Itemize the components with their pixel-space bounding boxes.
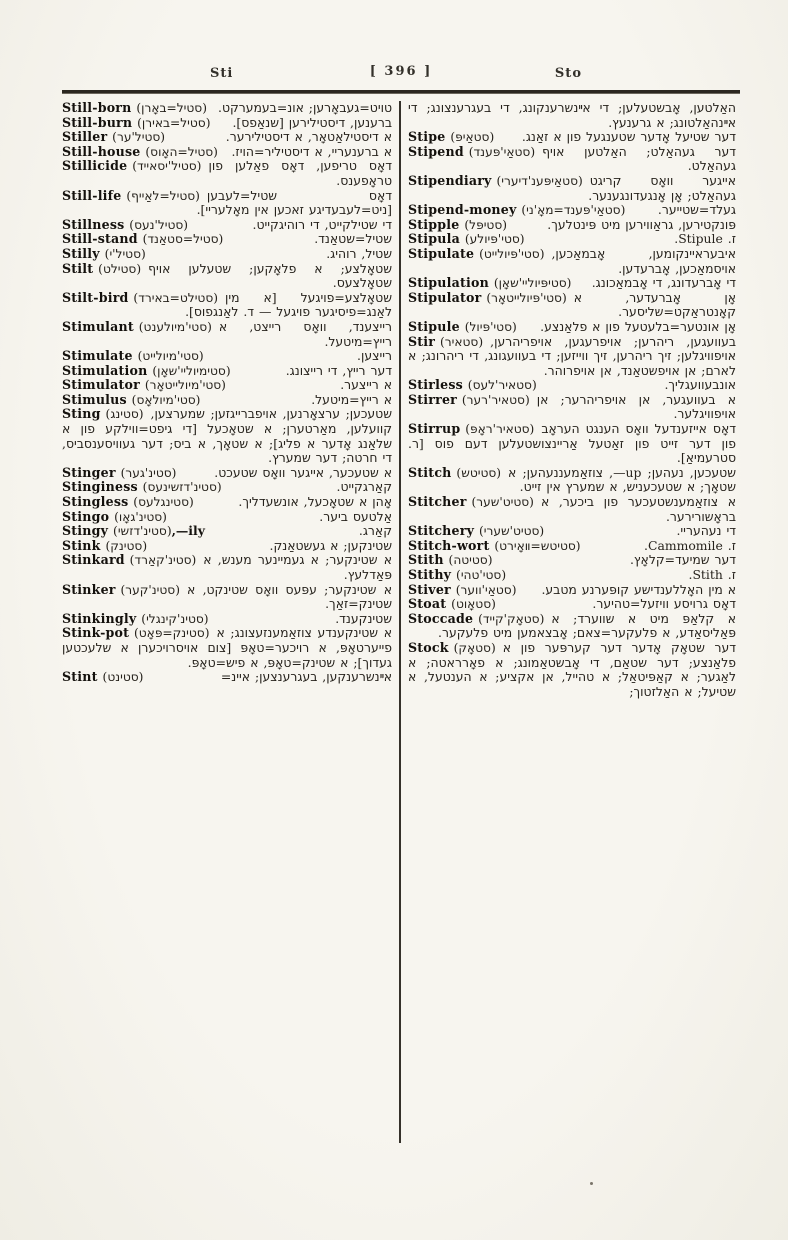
entry-definition: דער געהאַלט; האַלטען אויף געהאַלט.: [542, 143, 736, 174]
dictionary-entry: [408, 466, 736, 495]
headword-text: Stipulation: [408, 275, 489, 291]
entry-definition: א שטינקער; עפּעס וואָס שטינקט, א שטינק=זאַך.: [186, 581, 392, 612]
entry-headword: [62, 218, 188, 233]
entry-definition: ז. Cammomile.: [644, 537, 736, 553]
headword-text: Stink: [62, 537, 101, 553]
headword-text: Stoccade: [408, 610, 474, 626]
entry-definition: קאַרגקייט.: [336, 479, 392, 495]
dictionary-entry: [62, 539, 392, 554]
headword-pronunciation: (סטאַיפּ): [445, 130, 495, 145]
dictionary-entry: [62, 291, 392, 320]
entry-definition: פּונקטירען, גראַווירען מיט פּינטלעך.: [547, 216, 736, 232]
headword-text: Sting: [62, 406, 101, 422]
entry-definition: אײנשרענקען, בעגרענצען; איינ=: [220, 669, 392, 685]
headword-text: Stiver: [408, 581, 451, 597]
dictionary-entry: [62, 320, 392, 349]
entry-definition: ברענען, דיסטילירען [שנאַפס].: [232, 114, 392, 130]
headword-pronunciation: (סטי'פּיול): [459, 319, 517, 334]
dictionary-entry: [62, 393, 392, 408]
headword-text: Stimulation: [62, 362, 148, 378]
two-column-layout: [62, 95, 740, 1143]
dictionary-entry: [62, 364, 392, 379]
headword-pronunciation: (סטינק): [100, 538, 148, 553]
dictionary-entry: [62, 524, 392, 539]
headword-text: Stinkingly: [62, 610, 137, 626]
headword-text: Stipulate: [408, 245, 475, 261]
entry-definition: שטאָלצע; א פלאָקען; שטעלען אויף שטאָלצעס.: [148, 260, 392, 291]
dictionary-entry: [408, 320, 736, 335]
headword-pronunciation: (סטאיר'ראָפּ): [460, 422, 535, 437]
entry-headword: [408, 539, 581, 554]
entry-definition: ז. Stipule.: [674, 231, 736, 247]
entry-headword: [62, 553, 196, 568]
headword-text: Still-born: [62, 100, 132, 115]
entry-definition: דאָס שטיל=לעבען [ניט=לעבעדיגע זאכען אין מאָלעריי].: [196, 187, 392, 218]
entry-definition: א דיסטילאַטאָר, א דיסטילירער.: [225, 129, 392, 145]
headword-text: Stitchery: [408, 523, 475, 539]
entry-headword: [62, 145, 218, 160]
entry-headword: [408, 495, 534, 510]
entry-headword: [62, 247, 146, 262]
headword-text: Stithy: [408, 567, 452, 582]
headword-text: Stingless: [62, 494, 129, 510]
dictionary-entry: [408, 393, 736, 422]
entry-definition: א ברענעריי, א דיסטיליר=הויז.: [231, 143, 392, 159]
entry-headword: [408, 335, 483, 350]
headword-text: Stinker: [62, 581, 116, 597]
entry-headword: [408, 641, 496, 656]
entry-definition: די אָברעדונג, די אָבמאַכונג.: [591, 275, 736, 291]
headword-suffix: ,—ily: [171, 523, 205, 539]
entry-headword: [62, 116, 210, 131]
entry-headword: [62, 262, 141, 277]
headword-pronunciation: (סטיל=סטאַנד): [137, 232, 224, 247]
headword-text: Stitcher: [408, 494, 467, 510]
entry-headword: [408, 466, 501, 481]
entry-headword: [62, 349, 204, 364]
entry-definition: טויט=געבאָרען; אונ=בעמערקט.: [218, 100, 392, 115]
entry-headword: [62, 539, 147, 554]
dictionary-entry: [408, 612, 736, 641]
entry-headword: [408, 583, 516, 598]
entry-definition: א קלאַפּ מיט א שווערד; א פּאַליסאַדע, א פלעקער=צאם; אָבצאמען מיט פלעקער.: [438, 610, 736, 641]
headword-pronunciation: (סטאַי'פּענד): [463, 144, 536, 159]
entry-definition: די נעהעריי.: [676, 523, 736, 539]
headword-text: Stimulate: [62, 348, 133, 364]
entry-definition: שטעכען; ערצאָרנען, אויפברייגזען; שמערצען, קוועלען, מאַרטערן; א שטאָכעל [די גיפט=ווילקע פון א שלאַנג אָדער א פליג]; א שטאָך, א ביס; דער געוויסענסביס, די חרטה; דער שמערץ.: [62, 406, 392, 466]
page-number: [ 396 ]: [369, 64, 433, 79]
entry-definition: א מין האָללענדישע קופּערנע מטבע.: [541, 581, 736, 597]
headword-pronunciation: (סטאַיפּענ'דיערי): [491, 173, 583, 188]
headword-text: Stimulus: [62, 391, 127, 407]
headword-pronunciation: (סטיל'יסאייד): [127, 159, 202, 174]
headword-text: Stipe: [408, 129, 446, 145]
headword-text: Stirrer: [408, 391, 458, 407]
headword-pronunciation: (סטינ'דזשי): [108, 524, 172, 539]
entry-definition: די שטילקייט, די רוהיגקייט.: [252, 216, 392, 232]
headword-pronunciation: (סטיל'י): [99, 246, 146, 261]
headword-pronunciation: (סטי'מיולייט): [132, 349, 204, 364]
headword-text: Stoat: [408, 596, 447, 612]
headword-text: Stilt: [62, 260, 94, 276]
entry-headword: [62, 583, 180, 598]
entry-definition: שטאָלצע=פויגעל [א מין לאַנג=פיסיגער פויגעל — ד. לאַנגפוס].: [185, 289, 392, 320]
dictionary-entry: [408, 422, 736, 466]
entry-headword: [62, 626, 209, 641]
entry-definition: א רייצער.: [340, 377, 392, 393]
entry-headword: [408, 247, 544, 262]
headword-pronunciation: (סטאָוט): [446, 597, 496, 612]
dictionary-entry: [62, 612, 392, 627]
entry-headword: [62, 101, 207, 116]
entry-headword: [62, 612, 209, 627]
header-rule: [62, 90, 740, 94]
headword-pronunciation: (סטיט'שערי): [474, 524, 545, 539]
entry-headword: [408, 422, 534, 437]
dictionary-entry: [62, 553, 392, 582]
entry-definition: אָן אונטער=בלעטעל פון א פלאַנצע.: [540, 318, 736, 334]
headword-pronunciation: (סטינק=פּאָט): [129, 626, 210, 641]
left-column: [62, 101, 392, 1143]
headword-text: Stith: [408, 552, 444, 568]
entry-headword: [408, 145, 535, 160]
entry-definition: א שטינקער; א געמיינער מענש, א פּאַדלעץ.: [203, 552, 392, 582]
headword-text: Stingo: [62, 508, 110, 524]
headword-text: Stipule: [408, 318, 460, 334]
headword-text: Stipple: [408, 216, 460, 232]
dictionary-entry: [62, 130, 392, 145]
headword-text: Stinkard: [62, 552, 125, 568]
dictionary-entry: [62, 495, 392, 510]
headword-text: Stillness: [62, 216, 125, 232]
dictionary-entry: [62, 480, 392, 495]
headword-pronunciation: (סטיל=באירן): [132, 115, 211, 130]
headword-pronunciation: (סטאַי'פּענד=מאָ'ני): [516, 203, 626, 218]
headword-pronunciation: (סטי'טהי): [451, 568, 507, 582]
entry-headword: [408, 276, 571, 291]
entry-definition: אָן אָברעדער, א קאָנטראַקט=שליסער.: [573, 289, 736, 320]
headword-pronunciation: (סטיטש=װאָירט): [489, 538, 581, 553]
entry-headword: [62, 159, 201, 174]
headword-pronunciation: (סטי'מיולענט): [133, 319, 212, 334]
dictionary-entry: [408, 145, 736, 174]
dictionary-entry: [408, 568, 736, 583]
dictionary-entry: [408, 597, 736, 612]
headword-pronunciation: (סטאָק): [448, 640, 496, 655]
dictionary-entry: [408, 539, 736, 554]
headword-text: Stitch-wort: [408, 537, 490, 553]
entry-headword: [62, 480, 222, 495]
entry-definition: א צוזאַמענשטעכער פון ביכער, א בראָשורירער.: [540, 494, 736, 524]
headword-text: Stimulant: [62, 318, 134, 334]
headword-text: Stink-pot: [62, 625, 130, 641]
headword-pronunciation: (סטי'פּיולייטאָר): [481, 290, 567, 305]
headword-text: Stipend: [408, 143, 464, 159]
entry-definition: האַלטען, אָבשטעלען; די אײנשרענקונג, די בעגרענצונג; די אײנהאַלטונג; א גרענעץ.: [408, 100, 736, 130]
headword-pronunciation: (סטיל=לאַייף): [121, 188, 200, 203]
entry-definition: געלד=שטייער.: [657, 202, 736, 218]
entry-headword: [408, 320, 517, 335]
dictionary-entry: [62, 145, 392, 160]
entry-definition: שטיל=שטאַנד.: [314, 231, 392, 247]
dictionary-entry: [62, 218, 392, 233]
dictionary-entry: [62, 583, 392, 612]
entry-definition: דער רייץ, די רייצונג.: [285, 362, 392, 378]
headword-pronunciation: (סטיפּיוליי'שאָן): [488, 276, 572, 291]
dictionary-entry: [62, 349, 392, 364]
headword-text: Stirrup: [408, 421, 461, 437]
entry-definition: דאָס אייזענדעל וואָס הענגט העראָב פון דער זייט פון זאַטעל אַריינצושטעלען דעם פוס [ר. סטרעמיאַ].: [408, 421, 736, 466]
headword-text: Stingy: [62, 523, 109, 539]
headword-pronunciation: (סטי'פּיולע): [460, 232, 525, 247]
dictionary-entry: [62, 670, 392, 685]
entry-headword: [408, 174, 583, 189]
column-divider-rule: [399, 101, 401, 1143]
entry-definition: שטיל, רוהיג.: [326, 245, 392, 261]
entry-headword: [408, 553, 492, 568]
entry-headword: [408, 568, 506, 583]
entry-definition: בעוועגען, ריהרען; אויפרעגען, אויפריהרען, אויפוויגלען; זיך ריהרען, זיך ווייזען; די בעוועגונג, די ריהרונג; א לארם; אן אויפשטאַנד, אן אויפרוהר.: [408, 333, 736, 378]
entry-headword: [408, 612, 544, 627]
headword-pronunciation: (סטיטש): [451, 465, 502, 480]
entry-definition: שטעכען, נעהען; ‎—up‎, צוזאַמעננעהען; א שטאָך; א שטעכעניש, א שמערץ אין זייט.: [508, 464, 736, 495]
headword-pronunciation: (סטינג): [100, 407, 144, 422]
entry-definition: דער שמיעד=קלאָץ.: [629, 552, 736, 568]
entry-headword: [62, 670, 143, 685]
dictionary-entry: [62, 378, 392, 393]
entry-definition: דער שטאָק אָדער דער קערפּער פון א פלאַנצע; דער שטאַם, די אָבשטאַמונג; א פאָרראטה; א לאַגער; א קאַפּיטאַל; א טהייל, אן אקציע; א הענטעל, א שטיעל; א האַלזטוך;: [408, 639, 736, 699]
entry-headword: [408, 203, 625, 218]
dictionary-entry: [62, 189, 392, 218]
headword-pronunciation: (סטאיר): [435, 334, 484, 349]
entry-headword: [62, 510, 167, 525]
entry-headword: [408, 393, 530, 408]
entry-headword: [62, 364, 231, 379]
entry-continuation: [408, 101, 736, 130]
entry-headword: [62, 466, 176, 481]
dictionary-entry: [408, 553, 736, 568]
headword-text: Stitch: [408, 464, 452, 480]
entry-headword: [408, 597, 496, 612]
entry-headword: [62, 524, 205, 539]
dictionary-entry: [408, 276, 736, 291]
headword-pronunciation: (סטי'מיולאָס): [126, 392, 201, 407]
dictionary-entry: [408, 335, 736, 379]
headword-text: Stiller: [62, 129, 108, 145]
headword-pronunciation: (סטי'פּיולייט): [474, 246, 545, 261]
headword-pronunciation: (סטילט=באירד): [128, 290, 218, 305]
headword-text: Stirless: [408, 377, 463, 393]
headword-pronunciation: (סטינט): [97, 670, 144, 685]
dictionary-entry: [408, 495, 736, 524]
headword-text: Stimulator: [62, 377, 140, 393]
dictionary-entry: [408, 174, 736, 203]
headword-pronunciation: (סטיל=האָוס): [140, 144, 218, 159]
dictionary-entry: [408, 641, 736, 699]
headword-text: Still-house: [62, 143, 141, 159]
entry-headword: [62, 495, 194, 510]
dictionary-entry: [408, 130, 736, 145]
right-column: [408, 101, 736, 1143]
print-block: [62, 58, 740, 1143]
scan-speck: [590, 1182, 593, 1185]
headword-pronunciation: (סטי'מיולייטאָר): [139, 378, 226, 393]
dictionary-entry: [62, 247, 392, 262]
headword-pronunciation: (סטינגלעס): [128, 495, 194, 510]
entry-definition: דאָס גרויסע וויזעל=טהיער.: [592, 596, 736, 612]
headword-text: Stinginess: [62, 479, 138, 495]
entry-headword: [408, 291, 567, 306]
dictionary-entry: [62, 510, 392, 525]
entry-headword: [408, 218, 507, 233]
headword-pronunciation: (סטיטה): [443, 553, 493, 568]
headword-text: Stilly: [62, 245, 100, 261]
headword-text: Still-life: [62, 187, 122, 203]
entry-definition: אייגער וואָס קריגט געהאַלט; אָן אָנגעדונגענער.: [588, 172, 736, 203]
entry-headword: [62, 393, 200, 408]
headword-text: Still-burn: [62, 114, 133, 130]
dictionary-entry: [408, 291, 736, 320]
headword-pronunciation: (סטינ'גאָו): [109, 509, 167, 524]
dictionary-entry: [62, 232, 392, 247]
guide-word-right: Sto: [554, 66, 582, 81]
dictionary-entry: [62, 626, 392, 670]
dictionary-entry: [408, 524, 736, 539]
entry-headword: [62, 407, 144, 422]
dictionary-entry: [408, 378, 736, 393]
dictionary-entry: [62, 466, 392, 481]
headword-pronunciation: (סטאיר'לעס): [462, 378, 537, 393]
headword-pronunciation: (סטיל=באָרן): [131, 101, 207, 115]
headword-pronunciation: (סטינ'קער): [115, 582, 180, 597]
headword-text: Stipulator: [408, 289, 482, 305]
headword-pronunciation: (סטיל'ער): [107, 130, 166, 145]
entry-headword: [408, 232, 525, 247]
headword-pronunciation: (סטיט'שער): [466, 495, 534, 510]
dictionary-entry: [408, 232, 736, 247]
headword-text: Stinger: [62, 464, 116, 480]
entry-headword: [62, 320, 212, 335]
headword-pronunciation: (סטילט): [93, 261, 142, 276]
entry-definition: אונבעוועגליך.: [664, 377, 736, 393]
dictionary-entry: [408, 583, 736, 598]
entry-definition: ז. Stith.: [688, 567, 736, 582]
entry-definition: רייצענד, וואָס רייצט, א רייץ=מיטעל.: [218, 318, 392, 349]
entry-definition: שטינקענד.: [335, 610, 392, 626]
headword-pronunciation: (סטאַי'ווער): [450, 582, 517, 597]
entry-definition: דער שטיעל אָדער שטענגעל פון א זאַנג.: [521, 129, 736, 145]
entry-definition: שטינקען; א געשטאַנק.: [269, 537, 392, 553]
dictionary-entry: [62, 101, 392, 116]
headword-pronunciation: (סטיל'נעס): [124, 217, 189, 232]
headword-text: Stint: [62, 669, 98, 685]
entry-definition: אָהן א שטאָכעל, אונשעדליך.: [238, 494, 392, 510]
entry-definition: איבעראיינקומען, אָבמאַכען, אויסמאַכען, אָברעדען.: [551, 245, 736, 276]
dictionary-entry: [62, 407, 392, 465]
headword-text: Stilt-bird: [62, 289, 129, 305]
entry-headword: [408, 130, 494, 145]
entry-headword: [62, 189, 200, 204]
headword-text: Stipend-money: [408, 202, 517, 218]
headword-pronunciation: (סטיפּל): [459, 217, 507, 232]
entry-headword: [62, 291, 218, 306]
headword-pronunciation: (סטימיוליי'שאָן): [147, 363, 231, 378]
dictionary-entry: [408, 203, 736, 218]
headword-pronunciation: (סטינ'דזשינעס): [137, 480, 222, 495]
headword-text: Stipendiary: [408, 172, 492, 188]
entry-definition: אַלטעס ביער.: [319, 508, 392, 524]
headword-pronunciation: (סטאיר'רער): [457, 392, 530, 407]
headword-text: Stipula: [408, 231, 461, 247]
entry-headword: [62, 378, 226, 393]
headword-pronunciation: (סטאָק'קייד): [473, 611, 545, 626]
dictionary-entry: [408, 218, 736, 233]
dictionary-entry: [408, 247, 736, 276]
entry-definition: רייצען.: [357, 348, 392, 364]
entry-definition: א רייץ=מיטעל.: [311, 391, 392, 407]
entry-headword: [408, 378, 537, 393]
headword-text: Stir: [408, 333, 436, 349]
entry-headword: [62, 232, 223, 247]
headword-text: Stock: [408, 639, 449, 655]
entry-definition: א בעוועגער, אן אויפריהרער; אן אויפוויגלער.: [536, 391, 736, 422]
entry-headword: [408, 524, 544, 539]
headword-pronunciation: (סטינ'קינגלי): [136, 611, 209, 626]
page-header: [62, 58, 740, 90]
entry-definition: קאַרג.: [358, 523, 392, 539]
headword-text: Still-stand: [62, 231, 138, 247]
entry-headword: [62, 130, 165, 145]
entry-definition: א שטינקענדע צוזאַמענזעצונג; א פייערטאָפּ, א רויכער=טאָפּ [צום אויסרויכערן א שלעכטען געדוך]; א שטינק=טאָפּ, א פיש=טאָפּ.: [62, 625, 392, 670]
dictionary-entry: [62, 262, 392, 291]
guide-word-left: Sti: [210, 66, 234, 81]
entry-definition: א שטעכער, אייגער וואָס שטעכט.: [214, 464, 392, 480]
dictionary-entry: [62, 116, 392, 131]
headword-pronunciation: (סטינ'גער): [115, 465, 177, 480]
entry-definition: דאָס טריפען, דאָס פאַלען פון טראָפענס.: [208, 158, 392, 188]
headword-text: Stillicide: [62, 158, 128, 174]
headword-pronunciation: (סטינ'קאַרד): [124, 553, 197, 568]
dictionary-entry: [62, 159, 392, 188]
